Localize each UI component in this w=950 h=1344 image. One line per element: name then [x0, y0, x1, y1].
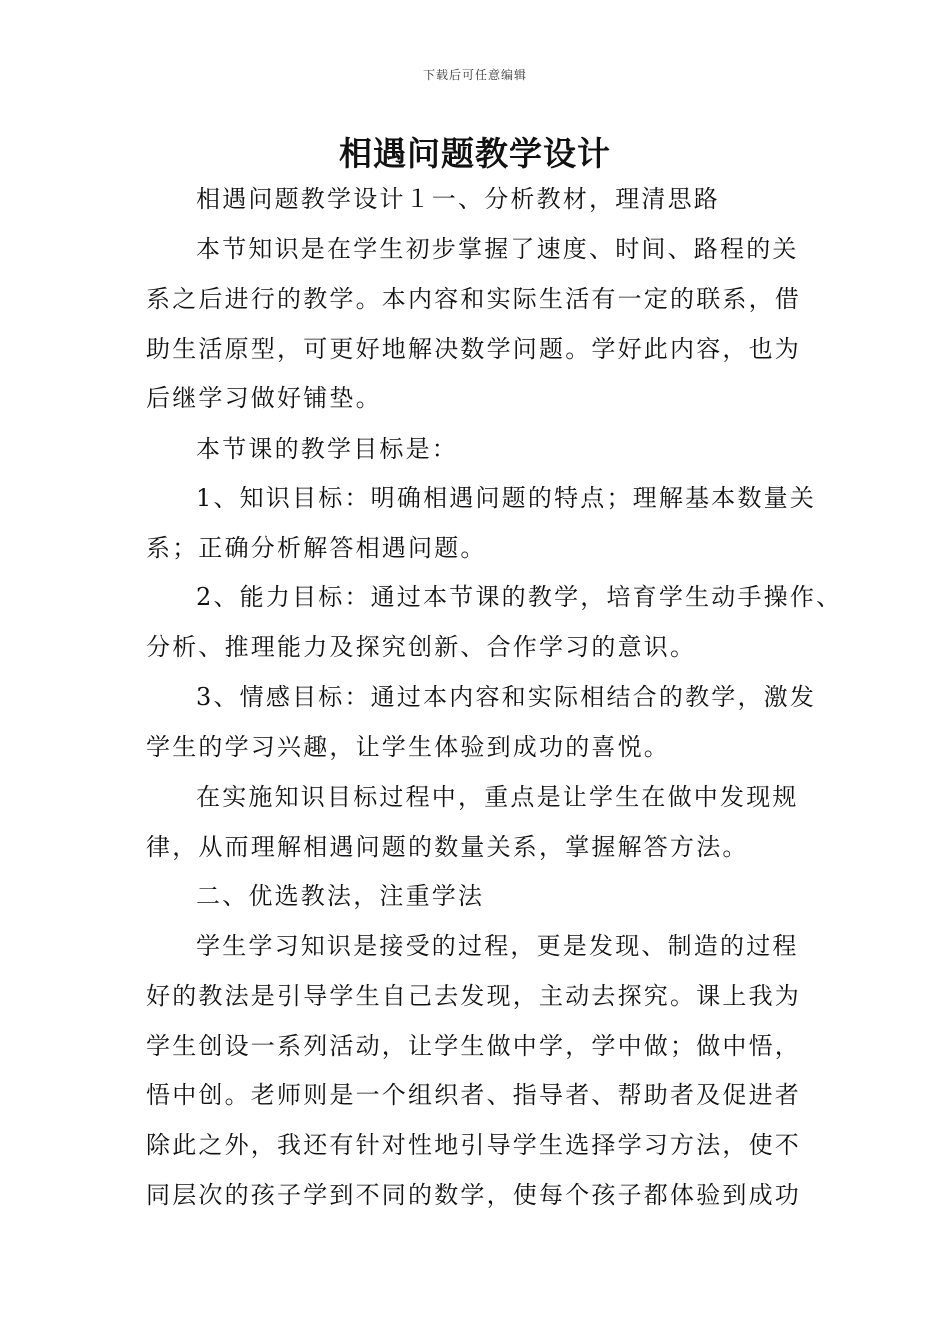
paragraph-line: 系；正确分析解答相遇问题。 [146, 534, 487, 562]
paragraph-line: 本节课的教学目标是： [196, 435, 458, 463]
paragraph-line: 在实施知识目标过程中，重点是让学生在做中发现规 [196, 783, 799, 811]
paragraph-line: 学生创设一系列活动，让学生做中学，学中做；做中悟， [146, 1032, 801, 1060]
document-title: 相遇问题教学设计 [339, 134, 611, 173]
paragraph-line: 3、情感目标：通过本内容和实际相结合的教学，激发 [196, 683, 817, 711]
section-heading: 二、优选教法，注重学法 [196, 882, 485, 910]
paragraph-line: 悟中创。老师则是一个组织者、指导者、帮助者及促进者 [146, 1081, 801, 1109]
paragraph-line: 好的教法是引导学生自己去发现，主动去探究。课上我为 [146, 982, 801, 1010]
paragraph-line: 相遇问题教学设计１一、分析教材，理清思路 [196, 185, 720, 213]
paragraph-line: 除此之外，我还有针对性地引导学生选择学习方法，使不 [146, 1131, 801, 1159]
paragraph-line: 学生的学习兴趣，让学生体验到成功的喜悦。 [146, 733, 670, 761]
paragraph-line: 学生学习知识是接受的过程，更是发现、制造的过程 [196, 932, 799, 960]
paragraph-line: 分析、推理能力及探究创新、合作学习的意识。 [146, 633, 697, 661]
paragraph-line: 本节知识是在学生初步掌握了速度、时间、路程的关 [196, 235, 799, 263]
paragraph-line: 系之后进行的教学。本内容和实际生活有一定的联系，借 [146, 285, 801, 313]
paragraph-line: 同层次的孩子学到不同的数学，使每个孩子都体验到成功 [146, 1181, 801, 1209]
paragraph-line: 助生活原型，可更好地解决数学问题。学好此内容，也为 [146, 335, 801, 363]
paragraph-line: 2、能力目标：通过本节课的教学，培育学生动手操作、 [196, 583, 843, 611]
paragraph-line: 律，从而理解相遇问题的数量关系，掌握解答方法。 [146, 833, 749, 861]
paragraph-line: 后继学习做好铺垫。 [146, 384, 382, 412]
paragraph-line: 1、知识目标：明确相遇问题的特点；理解基本数量关 [196, 484, 817, 512]
header-note: 下载后可任意编辑 [422, 68, 527, 82]
